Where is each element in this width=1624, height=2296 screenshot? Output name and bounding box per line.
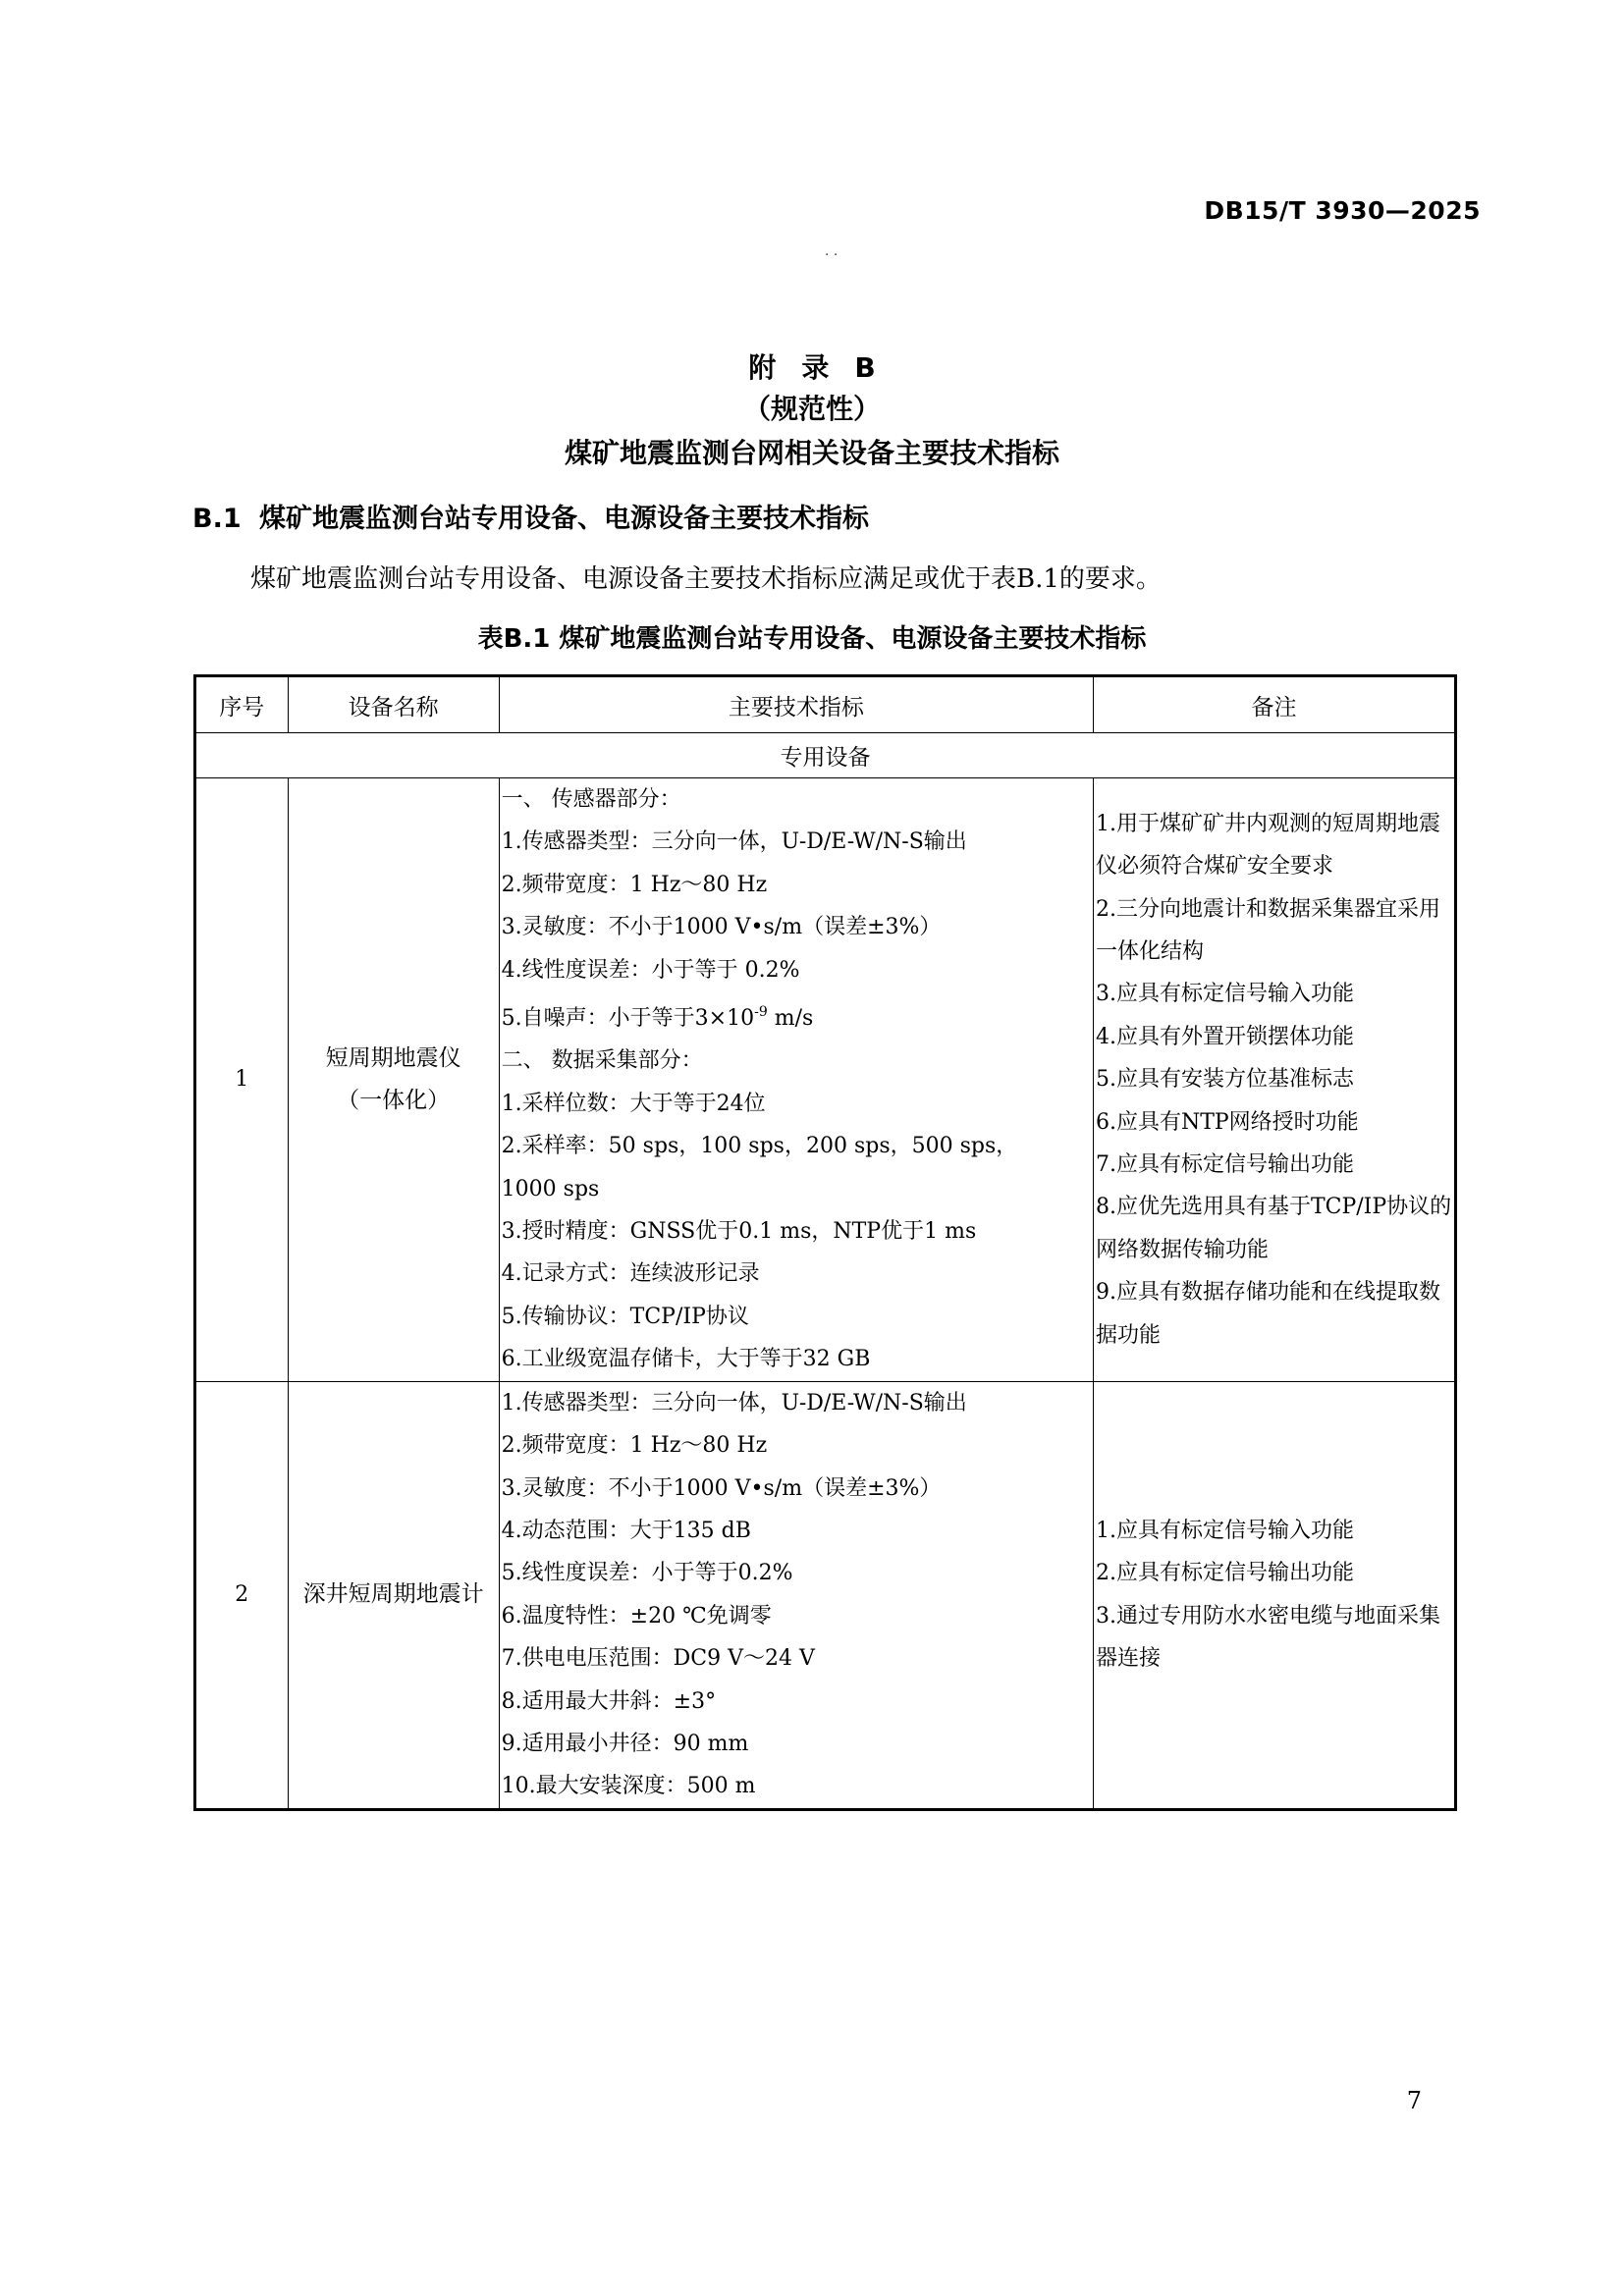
noise-unit: m/s xyxy=(767,1006,814,1032)
section-heading xyxy=(192,497,869,535)
appendix-normative: （规范性） xyxy=(742,393,881,425)
spec-line: 6.工业级宽温存储卡，大于等于32 GB xyxy=(501,1347,871,1372)
row-name xyxy=(288,778,499,1382)
note-line: 5.应具有安装方位基准标志 xyxy=(1095,1067,1354,1093)
spec-line: 4.记录方式：连续波形记录 xyxy=(501,1261,760,1287)
note-line: 1.用于煤矿矿井内观测的短周期地震仪必须符合煤矿安全要求 xyxy=(1095,811,1440,880)
spec-table xyxy=(193,674,1457,1811)
group-label: 专用设备 xyxy=(195,733,1456,778)
row-no: 1 xyxy=(195,778,289,1382)
spec-line: 6.温度特性：±20 ℃免调零 xyxy=(501,1603,772,1629)
note-line: 7.应具有标定信号输出功能 xyxy=(1095,1151,1354,1177)
spec-line: 一、 传感器部分： xyxy=(501,787,681,812)
note-line: 3.应具有标定信号输入功能 xyxy=(1095,982,1354,1007)
spec-line: 3.授时精度：GNSS优于0.1 ms，NTP优于1 ms xyxy=(501,1219,977,1245)
row-name-line: 深井短周期地震计 xyxy=(302,1581,484,1608)
noise-text: 5.自噪声：小于等于3×10 xyxy=(501,1006,755,1032)
spec-line: 9.适用最小井径：90 mm xyxy=(501,1731,749,1756)
row-notes xyxy=(1093,778,1455,1382)
note-line: 1.应具有标定信号输入功能 xyxy=(1095,1518,1354,1543)
spec-line: 7.供电电压范围：DC9 V～24 V xyxy=(501,1646,815,1672)
table-caption: 表B.1 煤矿地震监测台站专用设备、电源设备主要技术指标 xyxy=(477,624,1147,654)
page-number: 7 xyxy=(1406,2087,1422,2114)
spec-line: 1000 sps xyxy=(501,1176,600,1201)
row-no: 2 xyxy=(195,1381,289,1809)
spec-line: 二、 数据采集部分： xyxy=(501,1048,703,1074)
row-name-line: （一体化） xyxy=(337,1087,451,1113)
group-row xyxy=(195,733,1456,778)
spec-line: 5.传输协议：TCP/IP协议 xyxy=(501,1304,749,1329)
spec-line: 3.灵敏度：不小于1000 V•s/m（误差±3%） xyxy=(501,915,942,940)
spec-line: 4.线性度误差：小于等于 0.2% xyxy=(501,957,800,983)
spec-line: 5.线性度误差：小于等于0.2% xyxy=(501,1561,793,1586)
spec-line: 2.频带宽度：1 Hz～80 Hz xyxy=(501,872,768,897)
spec-line: 2.采样率：50 sps，100 sps，200 sps，500 sps， xyxy=(501,1134,1018,1159)
header-no: 序号 xyxy=(195,676,289,733)
spec-line: 10.最大安装深度：500 m xyxy=(501,1774,756,1799)
section-paragraph: 煤矿地震监测台站专用设备、电源设备主要技术指标应满足或优于表B.1的要求。 xyxy=(250,564,1162,594)
appendix-subtitle: 煤矿地震监测台网相关设备主要技术指标 xyxy=(564,437,1059,469)
spec-line-noise xyxy=(502,991,1091,1040)
note-line: 9.应具有数据存储功能和在线提取数据功能 xyxy=(1095,1280,1440,1348)
row-notes xyxy=(1093,1381,1455,1809)
note-line: 4.应具有外置开锁摆体功能 xyxy=(1095,1024,1354,1049)
row-name xyxy=(288,1381,499,1809)
table-row xyxy=(195,1381,1456,1809)
table-row xyxy=(195,778,1456,1382)
note-line: 2.三分向地震计和数据采集器宜采用一体化结构 xyxy=(1095,896,1440,964)
decorative-dots: · · xyxy=(825,247,839,263)
header-note: 备注 xyxy=(1093,676,1455,733)
note-line: 8.应优先选用具有基于TCP/IP协议的网络数据传输功能 xyxy=(1095,1195,1452,1262)
section-number: B.1 xyxy=(192,504,242,534)
spec-line: 1.传感器类型：三分向一体，U-D/E-W/N-S输出 xyxy=(501,829,967,855)
header-spec: 主要技术指标 xyxy=(499,676,1093,733)
row-name-line: 短周期地震仪 xyxy=(325,1044,461,1071)
spec-line: 2.频带宽度：1 Hz～80 Hz xyxy=(501,1433,768,1459)
spec-line: 8.适用最大井斜：±3° xyxy=(501,1688,717,1714)
header-name: 设备名称 xyxy=(288,676,499,733)
spec-line: 1.传感器类型：三分向一体，U-D/E-W/N-S输出 xyxy=(501,1390,967,1415)
spec-line: 1.采样位数：大于等于24位 xyxy=(501,1091,766,1116)
table-header-row xyxy=(195,676,1456,733)
appendix-title: 附录B xyxy=(748,351,901,384)
note-line: 3.通过专用防水水密电缆与地面采集器连接 xyxy=(1095,1603,1440,1672)
standard-code: DB15/T 3930—2025 xyxy=(1204,196,1481,225)
section-title: 煤矿地震监测台站专用设备、电源设备主要技术指标 xyxy=(259,504,869,534)
spec-line: 4.动态范围：大于135 dB xyxy=(501,1518,751,1543)
row-spec xyxy=(499,778,1093,1382)
note-line: 6.应具有NTP网络授时功能 xyxy=(1095,1109,1359,1135)
note-line: 2.应具有标定信号输出功能 xyxy=(1095,1561,1354,1586)
noise-exponent: -9 xyxy=(754,1004,768,1021)
spec-line: 3.灵敏度：不小于1000 V•s/m（误差±3%） xyxy=(501,1475,942,1501)
row-spec xyxy=(499,1381,1093,1809)
